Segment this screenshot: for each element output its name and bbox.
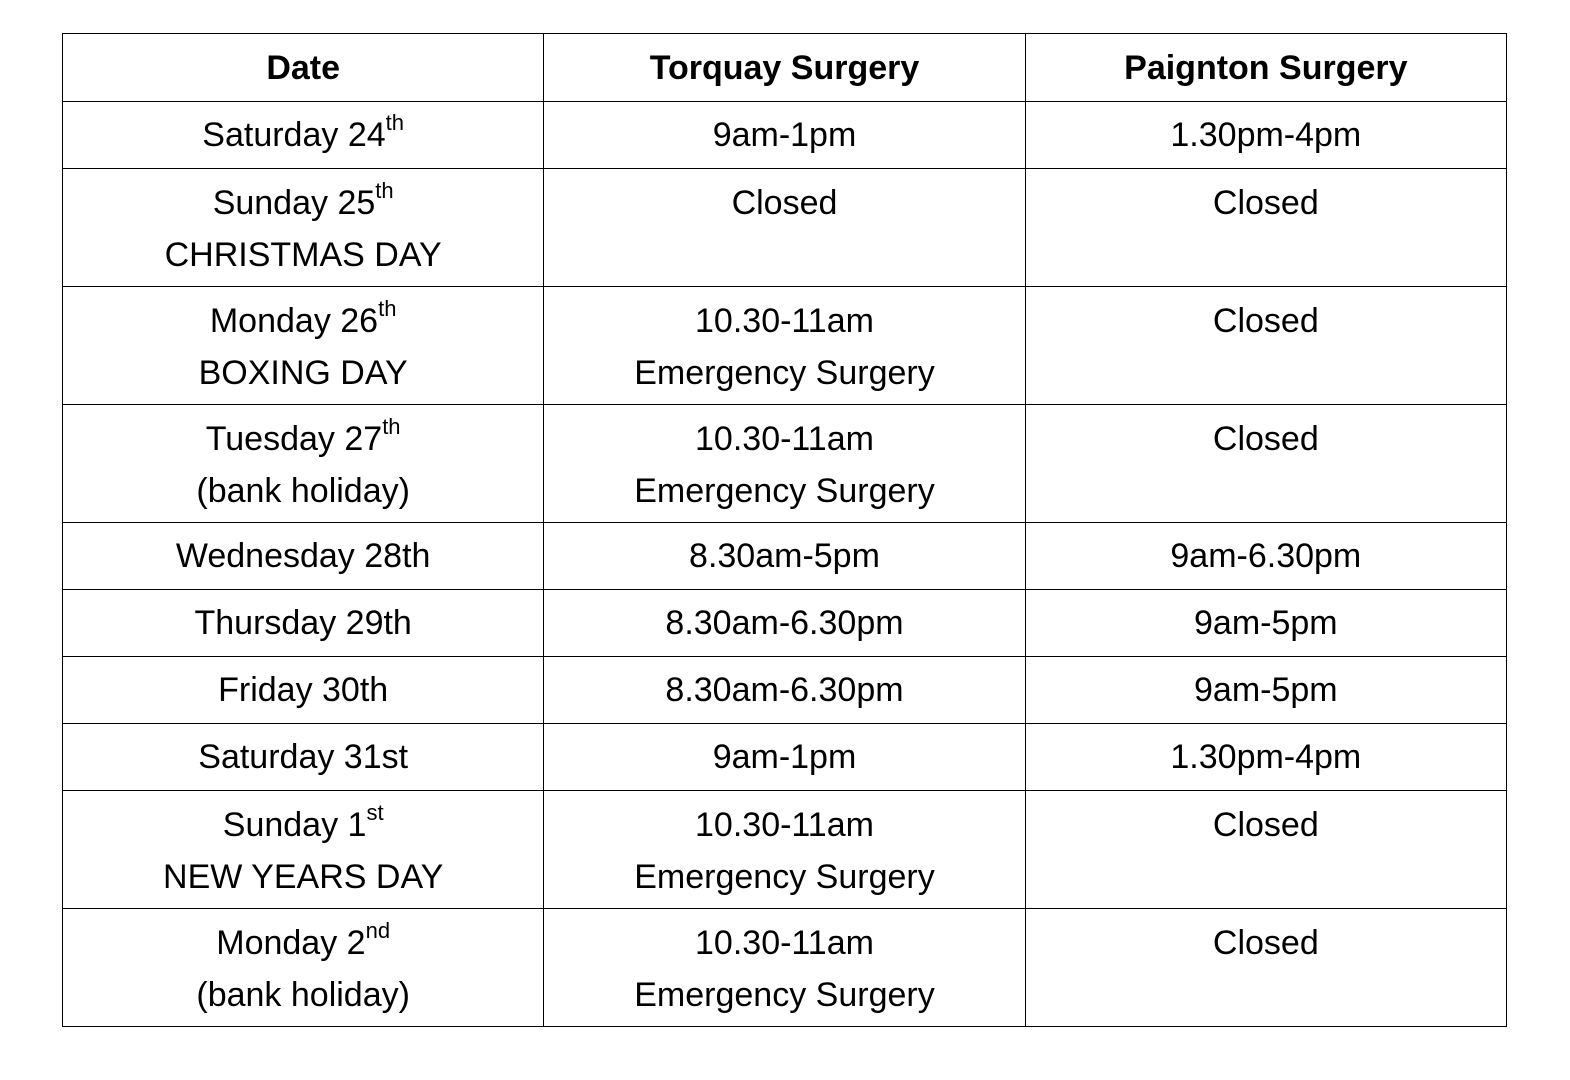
torquay-hours: 8.30am-5pm (689, 537, 880, 575)
date-main: Sunday 25 (212, 184, 376, 222)
torquay-hours: 8.30am-6.30pm (665, 671, 904, 709)
date-main: Wednesday 28th (175, 537, 431, 575)
torquay-hours: 10.30-11am (695, 924, 874, 962)
torquay-hours: 8.30am-6.30pm (665, 604, 904, 642)
table-row (63, 791, 1507, 909)
table-header-row (63, 34, 1507, 102)
paignton-cell (1025, 523, 1506, 590)
paignton-hours: Closed (1212, 924, 1319, 962)
date-note: (bank holiday) (196, 976, 410, 1014)
table-row (63, 590, 1507, 657)
date-ordinal: th (378, 295, 397, 321)
paignton-hours: 9am-5pm (1194, 604, 1338, 642)
table-row (63, 657, 1507, 724)
torquay-note: Emergency Surgery (634, 858, 935, 896)
date-cell (63, 523, 544, 590)
date-ordinal: st (366, 799, 384, 825)
paignton-cell (1025, 169, 1506, 287)
paignton-cell (1025, 791, 1506, 909)
torquay-note: Emergency Surgery (634, 354, 935, 392)
date-cell (63, 791, 544, 909)
torquay-cell (544, 791, 1025, 909)
table-row (63, 169, 1507, 287)
torquay-hours: 10.30-11am (695, 302, 874, 340)
table-row (63, 102, 1507, 169)
header-date: Date (63, 34, 544, 102)
date-cell (63, 287, 544, 405)
torquay-hours: 10.30-11am (695, 806, 874, 844)
paignton-hours: 9am-6.30pm (1170, 537, 1362, 575)
date-note: NEW YEARS DAY (163, 858, 444, 896)
torquay-cell (544, 909, 1025, 1027)
torquay-cell (544, 102, 1025, 169)
date-ordinal: th (382, 413, 401, 439)
date-cell (63, 909, 544, 1027)
torquay-hours: 10.30-11am (695, 420, 874, 458)
torquay-cell (544, 287, 1025, 405)
paignton-hours: Closed (1212, 302, 1319, 340)
date-main: Monday 2 (216, 924, 366, 962)
torquay-note: Emergency Surgery (634, 976, 935, 1014)
table-row (63, 287, 1507, 405)
paignton-cell (1025, 287, 1506, 405)
torquay-hours: Closed (731, 184, 838, 222)
paignton-hours: Closed (1212, 806, 1319, 844)
paignton-hours: Closed (1212, 420, 1319, 458)
header-paignton-surgery: Paignton Surgery (1025, 34, 1506, 102)
date-ordinal: nd (365, 917, 391, 943)
torquay-cell (544, 590, 1025, 657)
date-note: BOXING DAY (198, 354, 408, 392)
date-main: Monday 26 (209, 302, 379, 340)
torquay-cell (544, 169, 1025, 287)
paignton-cell (1025, 405, 1506, 523)
date-note: CHRISTMAS DAY (164, 236, 442, 274)
paignton-cell (1025, 102, 1506, 169)
date-ordinal: th (375, 177, 394, 203)
date-cell (63, 657, 544, 724)
table-row (63, 909, 1507, 1027)
opening-hours-table (62, 33, 1507, 1027)
date-main: Saturday 31st (198, 738, 409, 776)
torquay-hours: 9am-1pm (712, 738, 857, 776)
date-cell (63, 169, 544, 287)
paignton-hours: 1.30pm-4pm (1170, 116, 1362, 154)
date-cell (63, 590, 544, 657)
torquay-cell (544, 657, 1025, 724)
paignton-hours: 9am-5pm (1194, 671, 1338, 709)
torquay-note: Emergency Surgery (634, 472, 935, 510)
torquay-cell (544, 724, 1025, 791)
date-cell (63, 405, 544, 523)
date-ordinal: th (385, 109, 405, 135)
date-main: Tuesday 27 (205, 420, 383, 458)
paignton-hours: Closed (1212, 184, 1319, 222)
date-main: Saturday 24 (202, 116, 386, 154)
torquay-hours: 9am-1pm (712, 116, 857, 154)
paignton-cell (1025, 590, 1506, 657)
table-row (63, 405, 1507, 523)
header-torquay-surgery: Torquay Surgery (544, 34, 1025, 102)
torquay-cell (544, 523, 1025, 590)
paignton-cell (1025, 657, 1506, 724)
torquay-cell (544, 405, 1025, 523)
date-cell (63, 102, 544, 169)
date-main: Friday 30th (218, 671, 389, 709)
date-main: Sunday 1 (222, 806, 367, 844)
date-cell (63, 724, 544, 791)
date-note: (bank holiday) (196, 472, 410, 510)
paignton-cell (1025, 724, 1506, 791)
table-row (63, 724, 1507, 791)
date-main: Thursday 29th (194, 604, 412, 642)
paignton-hours: 1.30pm-4pm (1170, 738, 1362, 776)
table-row (63, 523, 1507, 590)
paignton-cell (1025, 909, 1506, 1027)
